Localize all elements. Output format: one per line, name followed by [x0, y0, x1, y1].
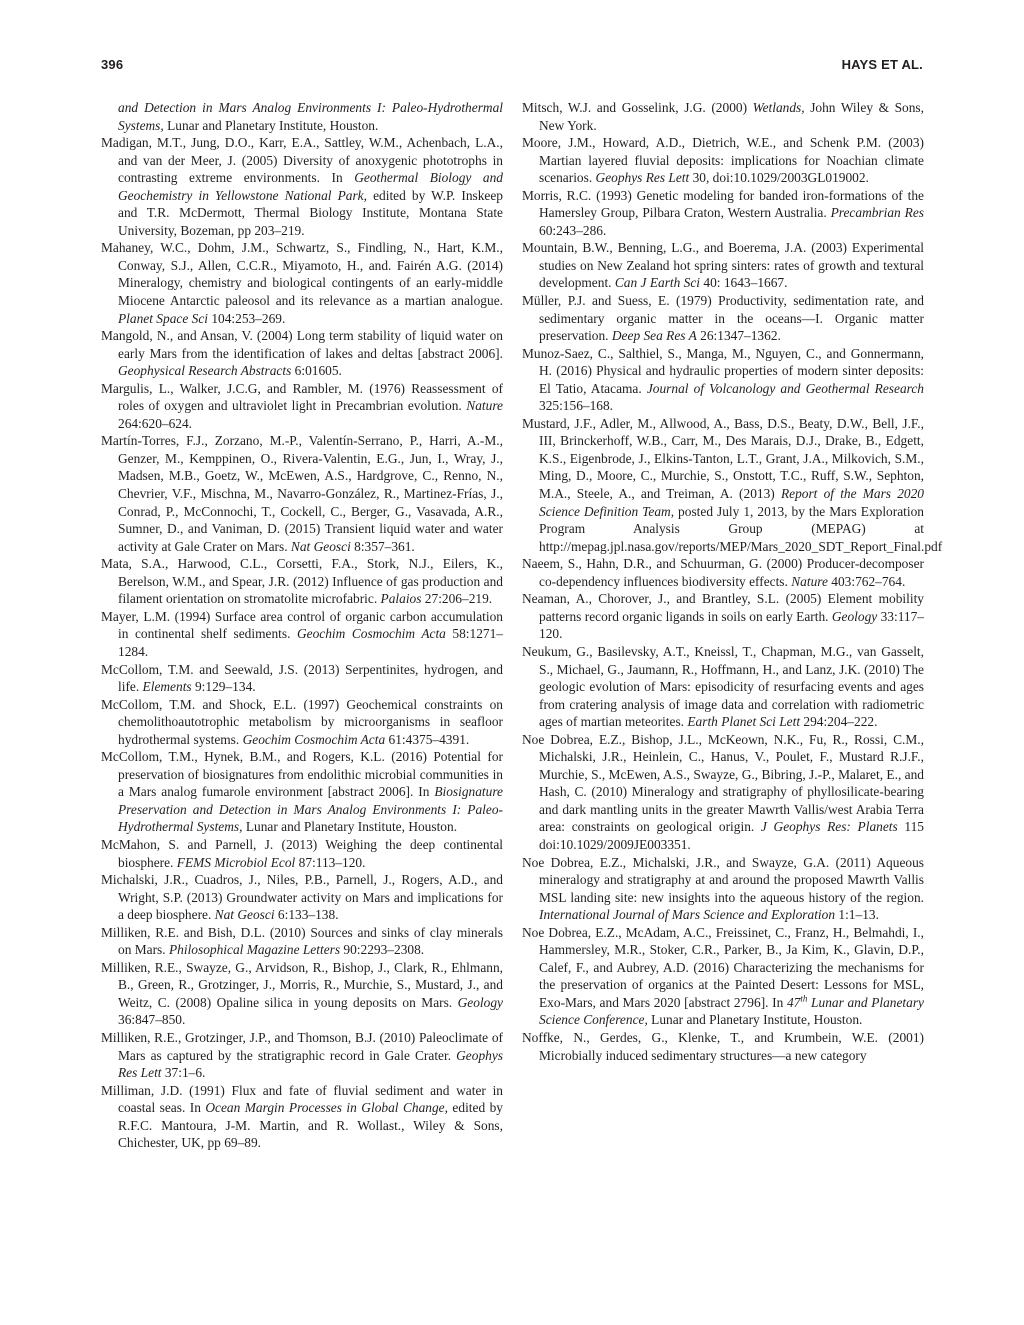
- reference-text: posted July 1, 2013, by the Mars Exploration Program Analysis Group (MEPAG) at http://mepag.jpl.nasa.gov/reports/MEP/Mars_2020_SDT_Report_Final.pdf: [539, 503, 943, 554]
- reference-italic-text: Geology: [831, 608, 878, 624]
- reference-text: McCollom, T.M. and Seewald, J.S. (2013) Serpentinites, hydrogen, and life.: [101, 661, 503, 695]
- reference-italic-text: Precambrian Res: [830, 205, 924, 221]
- reference-text: edited by W.P. Inskeep and T.R. McDermott, Thermal Biology Institute, Montana State University, Bozeman, pp 203–219.: [118, 187, 504, 238]
- reference-italic-text: Palaios: [380, 591, 422, 607]
- reference-text: Müller, P.J. and Suess, E. (1979) Productivity, sedimentation rate, and sedimentary organic matter in the oceans—I. Organic matter preservation.: [522, 293, 924, 344]
- reference-entry: [522, 643, 924, 731]
- reference-text: Mahaney, W.C., Dohm, J.M., Schwartz, S., Findling, N., Hart, K.M., Conway, S.J., Allen, C.C.R., Miyamoto, H., and. Fairén A.G. (2014) Mineralogy, chemistry and biological contingents of an early-middle Miocene Antarctic paleosol and its relevance as a martian analogue.: [101, 240, 503, 309]
- reference-text: John Wiley & Sons, New York.: [539, 100, 924, 133]
- reference-text: Mayer, L.M. (1994) Surface area control of organic carbon accumulation in continental shelf sediments.: [101, 608, 503, 642]
- reference-entry: [522, 854, 924, 924]
- reference-entry: [522, 924, 924, 1029]
- reference-text: Michalski, J.R., Cuadros, J., Niles, P.B., Parnell, J., Rogers, A.D., and Wright, S.P. (2013) Groundwater activity on Mars and implications for a deep biosphere.: [101, 872, 503, 923]
- reference-text: Munoz-Saez, C., Salthiel, S., Manga, M., Nguyen, C., and Gonnermann, H. (2016) Physical and hydraulic properties of modern sinter deposits: El Tatio, Atacama.: [522, 345, 924, 396]
- reference-text: Neukum, G., Basilevsky, A.T., Kneissl, T., Chapman, M.G., van Gasselt, S., Michael, G., Jaumann, R., Hoffmann, H., and Lanz, J.K. (2010) The geologic evolution of Mars: episodicity of resurfacing events and ages from cratering analysis of image data and correlation with radiometric ages of martian meteorites.: [522, 643, 924, 730]
- reference-text: Mitsch, W.J. and Gosselink, J.G. (2000): [522, 100, 753, 115]
- reference-text: Noe Dobrea, E.Z., Michalski, J.R., and Swayze, G.A. (2011) Aqueous mineralogy and stratigraphy at and around the proposed Mawrth Vallis MSL landing site: new insights into the aqueous history of the region.: [522, 854, 924, 905]
- reference-italic-text: FEMS Microbiol Ecol: [176, 854, 296, 870]
- reference-text: 27:206–219.: [421, 591, 493, 607]
- reference-entry: [522, 134, 924, 187]
- reference-italic-text: Can J Earth Sci: [614, 275, 701, 291]
- reference-text: Milliman, J.D. (1991) Flux and fate of fluvial sediment and water in coastal seas. In: [101, 1082, 503, 1116]
- reference-entry: [101, 871, 503, 924]
- reference-text: Noe Dobrea, E.Z., Bishop, J.L., McKeown, N.K., Fu, R., Rossi, C.M., Michalski, J.R., Heinlein, C., Hanus, V., Poulet, F., Mustard R.J.F., Murchie, S., McEwen, A.S., Swayze, G., Bibring, J.-P., Malaret, E., and Hash, C. (2010) Mineralogy and stratigraphy of phyllosilicate-bearing and dark mantling units in the greater Mawrth Vallis/west Arabia Terra area: constraints on geological origin.: [522, 731, 924, 835]
- reference-entry: [522, 731, 924, 854]
- reference-italic-text: 47: [786, 994, 801, 1010]
- reference-text: 33:117–120.: [539, 608, 925, 642]
- reference-entry: [101, 696, 503, 749]
- reference-italic-text: Nat Geosci: [214, 907, 275, 923]
- reference-text: Naeem, S., Hahn, D.R., and Schuurman, G. (2000) Producer-decomposer co-dependency influences biodiversity effects.: [522, 556, 924, 589]
- reference-entry: [522, 345, 924, 415]
- reference-italic-text: J Geophys Res: Planets: [760, 819, 898, 835]
- reference-entry: [522, 187, 924, 240]
- reference-italic-text: Nature: [791, 573, 828, 589]
- page-header: [101, 57, 923, 77]
- reference-text: 325:156–168.: [539, 398, 614, 414]
- reference-text: 61:4375–4391.: [385, 731, 470, 747]
- reference-text: 40: 1643–1667.: [700, 275, 788, 291]
- reference-text: Martín-Torres, F.J., Zorzano, M.-P., Valentín-Serrano, P., Harri, A.-M., Genzer, M., Kemppinen, O., Rivera-Valentin, E.G., Jun, I., Wray, J., Madsen, M.B., Goetz, W., McEwen, A.S., Hardgrove, C., Renno, N., Chevrier, V.F., Mischna, M., Navarro-González, R., Martinez-Frías, J., Conrad, P., McConnochi, T., Cockell, C., Berger, G., Vasavada, A.R., Sumner, D., and Vaniman, D. (2015) Transient liquid water and water activity at Gale Crater on Mars.: [101, 433, 503, 554]
- reference-text: 37:1–6.: [161, 1065, 206, 1081]
- reference-text: 60:243–286.: [539, 222, 607, 238]
- reference-entry: [101, 608, 503, 661]
- reference-entry: [101, 380, 503, 433]
- reference-italic-text: Geochim Cosmochim Acta: [242, 731, 386, 747]
- reference-entry: [522, 292, 924, 345]
- reference-italic-text: Geophysical Research Abstracts: [118, 363, 292, 379]
- reference-text: 87:113–120.: [295, 854, 366, 870]
- reference-text: 6:01605.: [291, 363, 342, 379]
- running-head: HAYS ET AL.: [841, 57, 923, 72]
- page-number: 396: [101, 57, 124, 72]
- reference-italic-text: Geology: [457, 994, 503, 1010]
- reference-text: McCollom, T.M. and Shock, E.L. (1997) Geochemical constraints on chemolithoautotrophic metabolism by microorganisms in seafloor hydrothermal systems.: [101, 696, 503, 747]
- reference-italic-text: Earth Planet Sci Lett: [687, 714, 801, 730]
- reference-entry: [101, 924, 503, 959]
- reference-italic-text: Geophys Res Lett: [118, 1047, 503, 1081]
- reference-text: Noffke, N., Gerdes, G., Klenke, T., and Krumbein, W.E. (2001) Microbially induced sedimentary structures—a new category: [522, 1029, 924, 1063]
- reference-entry: [522, 1029, 924, 1064]
- reference-entry: [522, 590, 924, 643]
- reference-text: McCollom, T.M., Hynek, B.M., and Rogers, K.L. (2016) Potential for preservation of biosignatures from endolithic microbial communities in a Mars analog fumarole environment [abstract 2006]. In: [101, 749, 503, 800]
- reference-text: Mustard, J.F., Adler, M., Allwood, A., Bass, D.S., Beaty, D.W., Bell, J.F., III, Brinckerhoff, W.B., Carr, M., Des Marais, D.J., Drake, B., Edgett, K.S., Eigenbrode, J., Elkins-Tanton, L.T., Grant, J.A., Milkovich, S.M., Ming, D., Moore, C., Murchie, S., Onstott, T.C., Ruff, S.W., Sephton, M.A., Steele, A., and Treiman, A. (2013): [522, 415, 924, 502]
- reference-entry-continued: [101, 99, 503, 134]
- reference-italic-text: Geochim Cosmochim Acta: [296, 626, 446, 642]
- reference-text: 90:2293–2308.: [340, 942, 425, 958]
- reference-text: 8:357–361.: [350, 538, 415, 554]
- reference-entry: [101, 661, 503, 696]
- reference-text: edited by R.F.C. Mantoura, J-M. Martin, and R. Wollast., Wiley & Sons, Chichester, UK, pp 69–89.: [118, 1100, 503, 1151]
- reference-column-right: [522, 99, 943, 1064]
- reference-italic-text: Journal of Volcanology and Geothermal Research: [646, 380, 924, 396]
- reference-italic-text: Biosignature Preservation and Detection in Mars Analog Environments I: Paleo-Hydrothermal Systems,: [118, 784, 503, 835]
- reference-entry: [101, 327, 503, 380]
- reference-text: 36:847–850.: [118, 1012, 186, 1028]
- reference-text: 403:762–764.: [827, 573, 906, 589]
- reference-text: 115 doi:10.1029/2009JE003351.: [539, 819, 924, 852]
- reference-italic-text: Wetlands,: [752, 100, 805, 115]
- reference-italic-text: Nat Geosci: [290, 538, 351, 554]
- reference-text: Milliken, R.E., Swayze, G., Arvidson, R., Bishop, J., Clark, R., Ehlmann, B., Green, R., Grotzinger, J., Morris, R., Murchie, S., Mustard, J., and Weitz, C. (2008) Opaline silica in young deposits on Mars.: [101, 959, 503, 1010]
- reference-text: 294:204–222.: [800, 714, 878, 730]
- reference-text: Margulis, L., Walker, J.C.G, and Rambler, M. (1976) Reassessment of roles of oxygen and ultraviolet light in Precambrian evolution.: [101, 380, 503, 414]
- reference-italic-text: Report of the Mars 2020 Science Definition Team,: [539, 486, 924, 519]
- reference-text: 30, doi:10.1029/2003GL019002.: [689, 170, 869, 186]
- reference-entry: [101, 432, 503, 555]
- reference-entry: [101, 239, 503, 327]
- reference-text: Mountain, B.W., Benning, L.G., and Boerema, J.A. (2003) Experimental studies on New Zealand hot spring sinters: rates of growth and textural development.: [522, 240, 924, 291]
- reference-text: 104:253–269.: [207, 310, 286, 326]
- reference-text: Morris, R.C. (1993) Genetic modeling for banded iron-formations of the Hamersley Group, Pilbara Craton, Western Australia.: [522, 187, 924, 221]
- reference-italic-text: Elements: [142, 679, 192, 695]
- reference-italic-text: Nature: [466, 398, 503, 414]
- reference-entry: [522, 415, 943, 555]
- reference-text: Moore, J.M., Howard, A.D., Dietrich, W.E., and Schenk P.M. (2003) Martian layered fluvial deposits: implications for Noachian climate scenarios.: [522, 135, 924, 186]
- reference-text: Lunar and Planetary Institute, Houston.: [163, 117, 379, 133]
- reference-entry: [101, 1029, 503, 1082]
- reference-italic-text: th: [800, 993, 808, 1004]
- reference-italic-text: and Detection in Mars Analog Environments I: Paleo-Hydrothermal Systems,: [118, 100, 503, 133]
- reference-entry: [101, 836, 503, 871]
- reference-entry: [101, 1082, 503, 1152]
- reference-italic-text: International Journal of Mars Science and Exploration: [539, 907, 836, 923]
- reference-text: 6:133–138.: [274, 907, 339, 923]
- reference-italic-text: Deep Sea Res A: [611, 328, 697, 344]
- reference-entry: [101, 555, 503, 608]
- reference-italic-text: Geothermal Biology and Geochemistry in Yellowstone National Park,: [118, 170, 503, 203]
- reference-entry: [101, 748, 503, 836]
- reference-text: 1:1–13.: [835, 907, 879, 923]
- reference-text: Milliken, R.E., Grotzinger, J.P., and Thomson, B.J. (2010) Paleoclimate of Mars as captured by the stratigraphic record in Gale Crater.: [101, 1029, 503, 1063]
- reference-text: 58:1271–1284.: [118, 626, 503, 659]
- reference-text: Mangold, N., and Ansan, V. (2004) Long term stability of liquid water on early Mars from the identification of lakes and deltas [abstract 2006].: [101, 328, 503, 361]
- reference-italic-text: Philosophical Magazine Letters: [168, 942, 341, 958]
- reference-text: Neaman, A., Chorover, J., and Brantley, S.L. (2005) Element mobility patterns record organic ligands in soils on early Earth.: [522, 591, 924, 624]
- reference-italic-text: Lunar and Planetary Science Conference,: [539, 994, 924, 1028]
- reference-italic-text: Geophys Res Lett: [595, 170, 690, 186]
- reference-text: Madigan, M.T., Jung, D.O., Karr, E.A., Sattley, W.M., Achenbach, L.A., and van der Meer, J. (2005) Diversity of anoxygenic phototrophs in contrasting extreme environments. In: [101, 135, 503, 186]
- reference-text: Mata, S.A., Harwood, C.L., Corsetti, F.A., Stork, N.J., Eilers, K., Berelson, W.M., and Spear, J.R. (2012) Influence of gas production and filament orientation on stromatolite microfabric.: [101, 556, 503, 607]
- reference-text: 9:129–134.: [191, 679, 256, 695]
- reference-entry: [101, 959, 503, 1029]
- reference-entry: [522, 239, 924, 292]
- reference-text: Lunar and Planetary Institute, Houston.: [647, 1012, 863, 1028]
- reference-text: Milliken, R.E. and Bish, D.L. (2010) Sources and sinks of clay minerals on Mars.: [101, 924, 503, 958]
- reference-text: 264:620–624.: [118, 415, 193, 431]
- reference-entry: [522, 99, 924, 134]
- reference-entry: [522, 555, 924, 590]
- reference-entry: [101, 134, 503, 239]
- reference-column-left: [101, 99, 503, 1152]
- reference-text: 26:1347–1362.: [696, 328, 781, 344]
- reference-text: McMahon, S. and Parnell, J. (2013) Weighing the deep continental biosphere.: [101, 836, 503, 870]
- reference-text: Lunar and Planetary Institute, Houston.: [242, 819, 458, 835]
- reference-italic-text: Planet Space Sci: [118, 310, 208, 326]
- reference-italic-text: Ocean Margin Processes in Global Change,: [205, 1100, 448, 1116]
- reference-text: Noe Dobrea, E.Z., McAdam, A.C., Freissinet, C., Franz, H., Belmahdi, I., Hammersley, M.R., Stoker, C.R., Parker, B., Ja Kim, K., Glavin, D.P., Calef, F., and Aubrey, A.D. (2016) Characterizing the mechanisms for the preservation of organics at the Painted Desert: Lessons for MSL, Exo-Mars, and Mars 2020 [abstract 2796]. In: [522, 924, 924, 1010]
